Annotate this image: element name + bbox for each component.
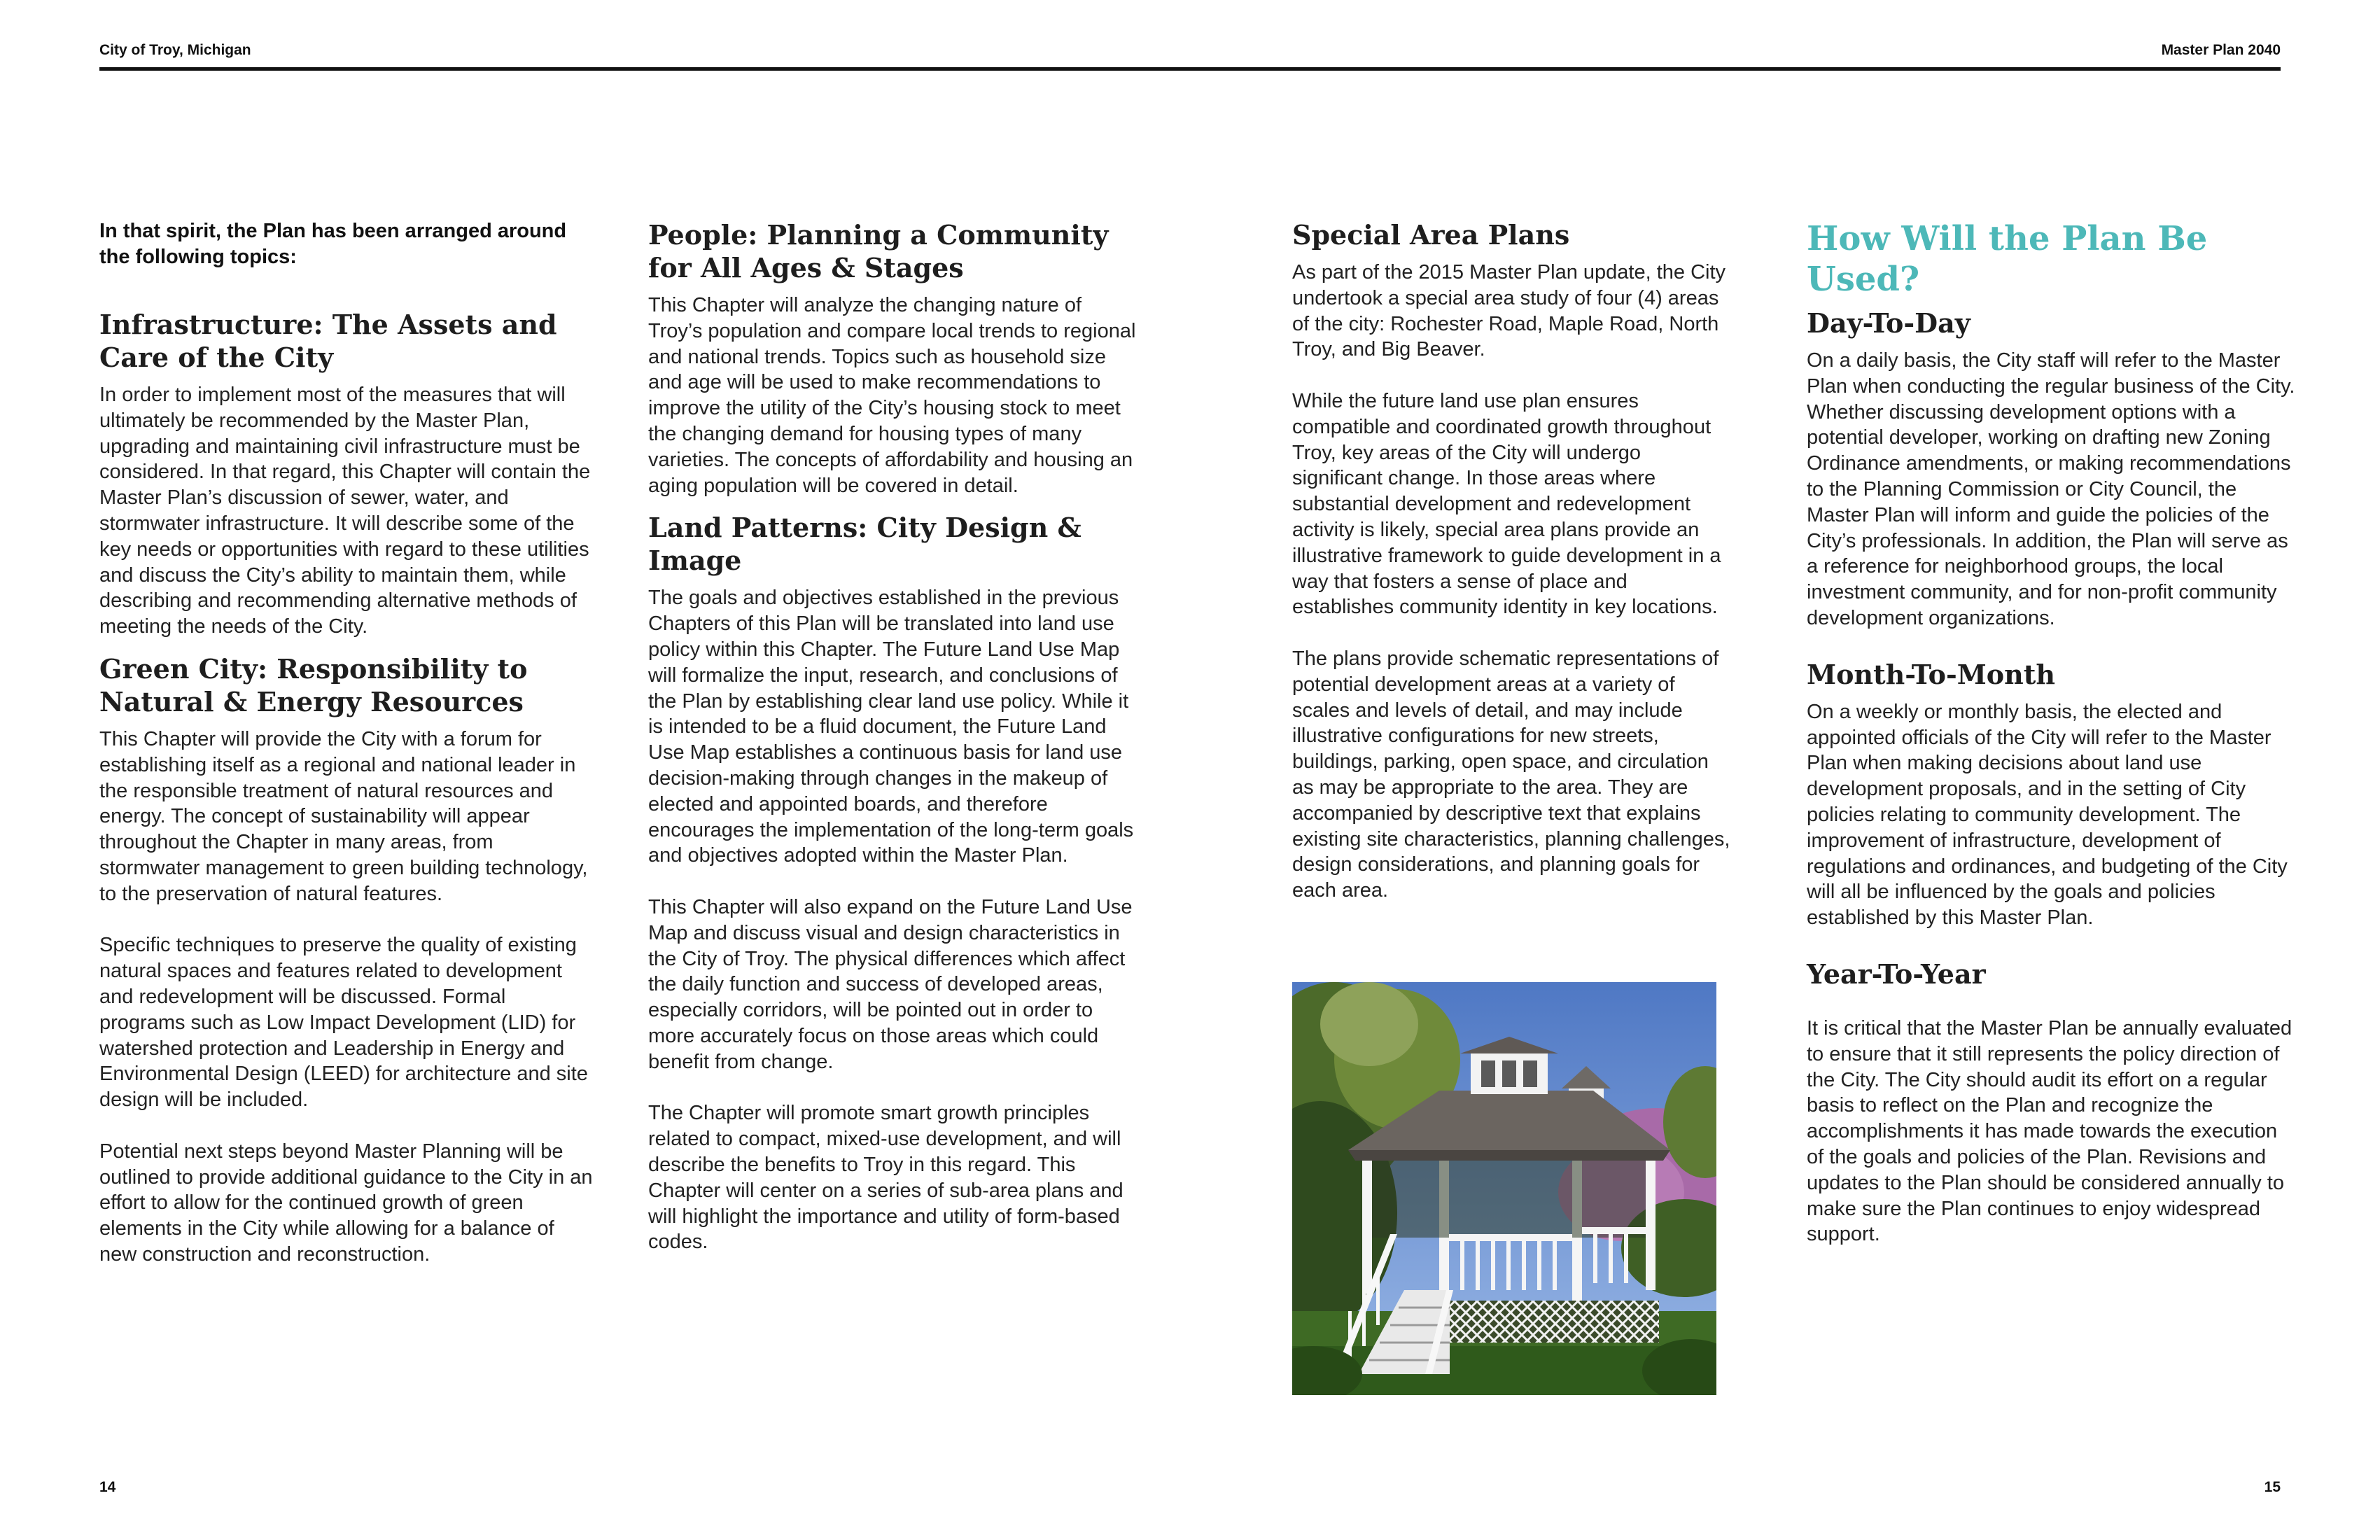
how-will-plan-be-used-heading: How Will the Plan Be Used? — [1807, 219, 2208, 299]
people-heading: People: Planning a Community for All Ages & Stages — [648, 219, 1109, 284]
month-to-month-body: On a weekly or monthly basis, the elected and appointed officials of the City will refer to the Master Plan when making decisions about land use development proposals, and in the setting of City policies relating to community development. The improvement of infrastructure, development of regulations and ordinances, and budgeting of the City will all be influenced by the goals and policies established by this Master Plan. — [1807, 700, 2288, 930]
special-area-paragraph-2: While the future land use plan ensures compatible and coordinated growth throughout Troy, key areas of the City will undergo significant change. In those areas where substantial development and redevelopment activity is likely, special area plans provide an illustrative framework to guide development in a way that fosters a sense of place and establishes community identity in key locations. — [1292, 389, 1721, 619]
intro-text: In that spirit, the Plan has been arranged around the following topics: — [99, 220, 567, 268]
land-patterns-heading: Land Patterns: City Design & Image — [648, 512, 1082, 577]
infrastructure-body: In order to implement most of the measures that will ultimately be recommended by the Master Plan, upgrading and maintaining civil infrastructure must be considered. In that regard, this Chapter will contain the Master Plan’s discussion of sewer, water, and stormwater infrastructure. It will describe some of the key needs or opportunities with regard to these utilities and discuss the City’s ability to maintain them, while describing and recommending alternative methods of meeting the needs of the City. — [99, 384, 591, 638]
page-number-left: 14 — [99, 1479, 116, 1495]
column-4 — [1807, 218, 2297, 1247]
land-patterns-paragraph-2: This Chapter will also expand on the Future Land Use Map and discuss visual and design characteristics in the City of Troy. The physical differences which affect the daily function and success of developed areas, especially corridors, will be pointed out in order to more accurately focus on those areas which could benefit from change. — [648, 895, 1133, 1073]
column-1 — [99, 218, 593, 1268]
page-number-right: 15 — [2264, 1479, 2281, 1495]
month-to-month-heading: Month-To-Month — [1807, 658, 2055, 690]
green-city-paragraph-3: Potential next steps beyond Master Planning will be outlined to provide additional guidance to the City in an effort to allow for the continued growth of green elements in the City while allowing for a balance of new construction and reconstruction. — [99, 1140, 593, 1266]
year-to-year-heading: Year-To-Year — [1807, 958, 1986, 990]
gazebo-photo — [1292, 982, 1716, 1395]
green-city-heading: Green City: Responsibility to Natural & Energy Resources — [99, 652, 528, 718]
column-2 — [648, 218, 1138, 1255]
running-header-right: Master Plan 2040 — [2161, 42, 2281, 58]
special-area-paragraph-3: The plans provide schematic representations of potential development areas at a variety of scales and levels of detail, and may include illustrative configurations for new streets, buildings, parking, open space, and circulation as may be appropriate to the area. They are accompanied by descriptive text that explains existing site characteristics, planning challenges, design considerations, and planning goals for each area. — [1292, 647, 1730, 902]
column-3 — [1292, 218, 1733, 904]
land-patterns-paragraph-1: The goals and objectives established in the previous Chapters of this Plan will be translated into land use policy within this Chapter. The Future Land Use Map will formalize the input, research, and conclusions of the Plan by establishing clear land use policy. While it is intended to be a fluid document, the Future Land Use Map establishes a continuous basis for land use decision-making through changes in the makeup of elected and appointed boards, and therefore encourages the implementation of the long-term goals and objectives adopted within the Master Plan. — [648, 587, 1134, 867]
running-header-left: City of Troy, Michigan — [99, 42, 251, 58]
infrastructure-heading: Infrastructure: The Assets and Care of the City — [99, 309, 557, 373]
special-area-heading: Special Area Plans — [1292, 219, 1570, 251]
special-area-paragraph-1: As part of the 2015 Master Plan update, the City undertook a special area study of four (4) areas of the city: Rochester Road, Maple Road, North Troy, and Big Beaver. — [1292, 261, 1726, 361]
header-rule — [99, 67, 2281, 71]
year-to-year-body: It is critical that the Master Plan be annually evaluated to ensure that it still represents the policy direction of the City. The City should audit its effort on a regular basis to reflect on the Plan and recognize the accomplishments it has made towards the execution of the goals and policies of the Plan. Revisions and updates to the Plan should be considered annually to make sure the Plan continues to enjoy widespread support. — [1807, 1016, 2292, 1246]
green-city-paragraph-1: This Chapter will provide the City with a forum for establishing itself as a regional and national leader in the responsible treatment of natural resources and energy. The concept of sustainability will appear throughout the Chapter in many areas, from stormwater management to green building technology, to the preservation of natural features. — [99, 727, 588, 905]
people-body: This Chapter will analyze the changing nature of Troy’s population and compare local trends to regional and national trends. Topics such as household size and age will be used to make recommendations to improve the utility of the City’s housing stock to meet the changing demand for housing types of many varieties. The concepts of affordability and housing an aging population will be covered in detail. — [648, 294, 1136, 497]
land-patterns-paragraph-3: The Chapter will promote smart growth principles related to compact, mixed-use development, and will describe the benefits to Troy in this regard. This Chapter will center on a series of sub-area plans and will highlight the importance and utility of form-based codes. — [648, 1102, 1124, 1254]
day-to-day-body: On a daily basis, the City staff will refer to the Master Plan when conducting the regular business of the City. Whether discussing development options with a potential developer, working on drafting new Zoning Ordinance amendments, or making recommendations to the Planning Commission or City Council, the Master Plan will inform and guide the policies of the City’s professionals. In addition, the Plan will serve as a reference for neighborhood groups, the local investment community, and for non-profit community development organizations. — [1807, 349, 2295, 629]
green-city-paragraph-2: Specific techniques to preserve the quality of existing natural spaces and features related to development and redevelopment will be discussed. Formal programs such as Low Impact Development (LID) for watershed protection and Leadership in Energy and Environmental Design (LEED) for architecture and site design will be included. — [99, 934, 588, 1112]
day-to-day-heading: Day-To-Day — [1807, 307, 1970, 339]
